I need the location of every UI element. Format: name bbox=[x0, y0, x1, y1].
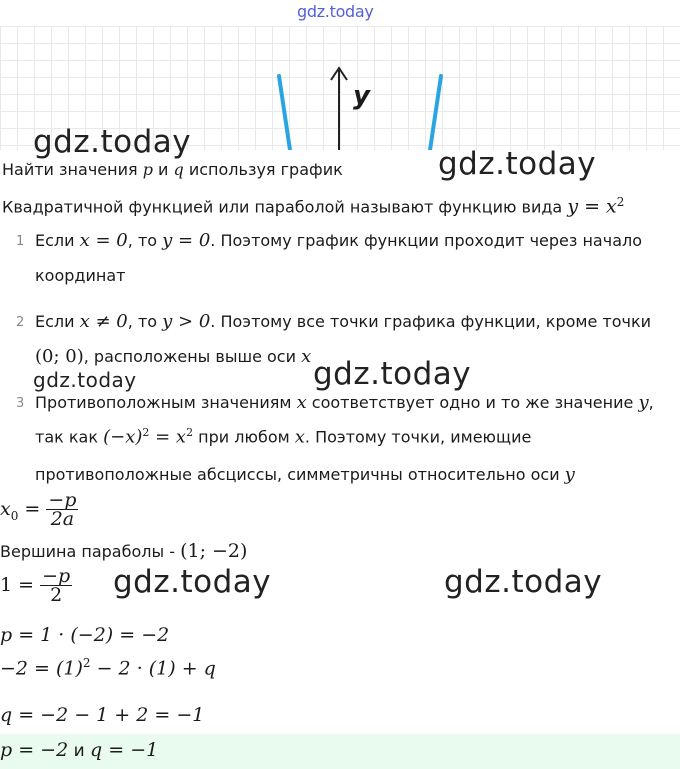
equation-fraction: 1 = $\frac{-p}{2}$ bbox=[0, 565, 71, 606]
site-link[interactable]: gdz.today bbox=[297, 2, 374, 21]
watermark: gdz.today bbox=[33, 368, 137, 392]
vertex-formula: $x_0$ = $\frac{-p}{2a}$ bbox=[0, 489, 77, 530]
y-axis-label: y bbox=[353, 81, 370, 111]
parabola-left-branch bbox=[279, 76, 290, 150]
list-item-number: 3 bbox=[16, 396, 25, 411]
list-item-text: противоположные абсциссы, симметричны относительно оси y bbox=[35, 464, 575, 485]
equation-substitution: $-2 = (1)^2 - 2 \cdot (1) + q$ bbox=[0, 656, 216, 680]
list-item-text: Если x ≠ 0, то y > 0. Поэтому все точки графика функции, кроме точки bbox=[35, 311, 652, 332]
answer-line: p = −2 и q = −1 bbox=[0, 739, 159, 761]
parabola-right-branch bbox=[430, 76, 441, 150]
task-line: Найти значения p и q используя график bbox=[2, 160, 343, 179]
watermark: gdz.today bbox=[313, 356, 472, 392]
watermark: gdz.today bbox=[438, 146, 597, 182]
definition-line: Квадратичной функцией или параболой называют функцию вида $y = x^2$ bbox=[2, 195, 625, 218]
watermark: gdz.today bbox=[33, 124, 192, 160]
vertex-line: Вершина параболы - (1; −2) bbox=[0, 540, 248, 562]
watermark: gdz.today bbox=[444, 564, 603, 600]
site-header bbox=[0, 0, 680, 26]
list-item-text: (0; 0), расположены выше оси x bbox=[35, 346, 312, 367]
equation-p: p = 1 · (−2) = −2 bbox=[0, 624, 170, 646]
list-item-number: 2 bbox=[16, 315, 25, 330]
list-item-text: Противоположным значениям x соответствует одно и то же значение y, bbox=[35, 392, 654, 413]
list-item-number: 1 bbox=[16, 234, 25, 249]
list-item-text: так как $(-x)^2 = x^2$ при любом x. Поэтому точки, имеющие bbox=[35, 426, 532, 448]
list-item-text: Если x = 0, то y = 0. Поэтому график функции проходит через начало bbox=[35, 230, 643, 251]
list-item-text: координат bbox=[35, 266, 126, 285]
equation-q: q = −2 − 1 + 2 = −1 bbox=[0, 704, 205, 726]
watermark: gdz.today bbox=[113, 564, 272, 600]
